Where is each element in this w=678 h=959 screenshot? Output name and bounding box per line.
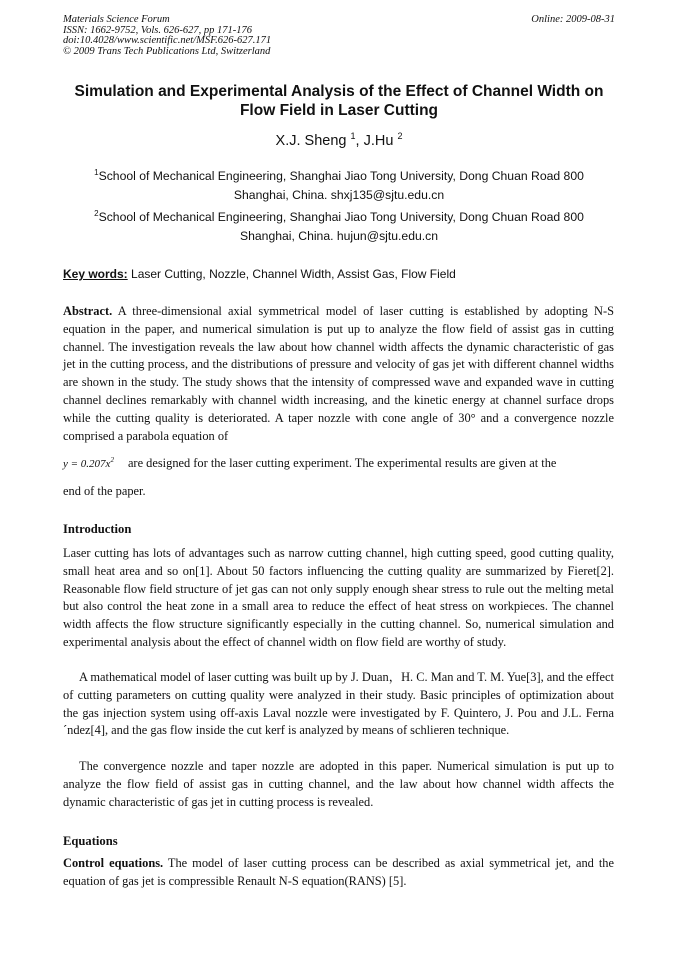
paper-title: Simulation and Experimental Analysis of the Effect of Channel Width on Flow Field in Laser Cutting	[74, 83, 604, 119]
introduction-heading: Introduction	[63, 522, 132, 536]
keywords-text: Laser Cutting, Nozzle, Channel Width, Assist Gas, Flow Field	[127, 267, 456, 281]
control-equations-text: The model of laser cutting process can be described as axial symmetrical jet, and the equation of gas jet is compressible Renault N-S equation(RANS) [5].	[63, 856, 614, 888]
parabola-equation-body: y = 0.207x	[63, 458, 111, 470]
doi-line: doi:10.4028/www.scientific.net/MSF.626-627.171	[63, 35, 272, 46]
introduction-paragraph-2: A mathematical model of laser cutting was built up by J. Duan，H. C. Man and T. M. Yue[3], and the effect of cutting parameters on cutting quality were analyzed in their study. Basic principles of optimization about the gas injection system using off-axis Laval nozzle were investigated by F. Quintero, J. Pou and J.L. Ferna´ndez[4], and the gas flow inside the cut kerf is analyzed by means of schlieren technique.	[63, 670, 614, 738]
introduction-paragraph-1: Laser cutting has lots of advantages such as narrow cutting channel, high cutting speed, good cutting quality, small heat area and so on[1]. About 50 factors influencing the cutting quality are summarized by Fieret[2]. Reasonable flow field structure of jet gas can not only supply enough shear stress to rule out the melting metal but also control the heat zone in a small area to reduce the effect of heat stress on workpieces. The channel width affects the flow structure significantly especially in the cutting channel. So, numerical simulation and experimental analysis about the effect of channel width on flow field are worthy of study.	[63, 546, 614, 649]
control-equations-paragraph	[63, 855, 614, 891]
abstract-label: Abstract.	[63, 304, 113, 318]
abstract-equation-line	[63, 455, 614, 474]
online-date: Online: 2009-08-31	[531, 14, 615, 25]
abstract-text: A three-dimensional axial symmetrical model of laser cutting is established by adopting N-S equation in the paper, and numerical simulation is put up to analyze the flow field of assist gas in cutting channel. The investigation reveals the law about how channel width affects the dynamic characteristic of gas jet in the cutting process, and the distributions of pressure and velocity of gas jet with different channel widths are shown in the study. The study shows that the intensity of compressed wave and expanded wave in cutting channel declines remarkably with channel width increasing, and the kinetic energy at channel surface drops while the cutting quality is deteriorated. A taper nozzle with cone angle of 30° and a convergence nozzle comprised a parabola equation of	[63, 304, 614, 443]
author-line	[58, 132, 620, 150]
issn-line: ISSN: 1662-9752, Vols. 626-627, pp 171-176	[63, 24, 252, 36]
abstract-after-equation: are designed for the laser cutting experiment. The experimental results are given at the	[127, 456, 557, 470]
author-2-affiliation-mark: 2	[397, 131, 403, 141]
author-1-affiliation-mark: 1	[350, 131, 356, 141]
journal-name: Materials Science Forum	[63, 14, 170, 25]
affiliation-1-line-2: Shanghai, China. shxj135@sjtu.edu.cn	[233, 188, 445, 202]
affiliation-2	[63, 208, 615, 246]
parabola-equation	[63, 456, 114, 474]
keywords	[63, 266, 615, 282]
equations-heading: Equations	[63, 834, 118, 848]
affiliation-1	[63, 167, 615, 205]
affiliation-2-institution: School of Mechanical Engineering, Shanghai Jiao Tong University, Dong Chuan Road 800	[98, 210, 584, 224]
affiliation-2-line-2: Shanghai, China. hujun@sjtu.edu.cn	[239, 229, 439, 243]
affiliation-2-mark: 2	[94, 209, 99, 218]
affiliation-1-line-1	[63, 167, 615, 186]
parabola-equation-exponent: 2	[110, 456, 114, 464]
abstract-end: end of the paper.	[63, 484, 146, 498]
author-separator: ,	[355, 133, 364, 149]
author-1: X.J. Sheng	[275, 133, 347, 149]
affiliation-1-institution: School of Mechanical Engineering, Shanghai Jiao Tong University, Dong Chuan Road 800	[98, 169, 584, 183]
control-equations-label: Control equations.	[63, 856, 164, 870]
affiliation-1-mark: 1	[94, 168, 99, 177]
abstract-paragraph	[63, 303, 614, 445]
introduction-paragraph-3: The convergence nozzle and taper nozzle are adopted in this paper. Numerical simulation is put up to analyze the flow field of assist gas in cutting channel, and the law about how channel width affects the dynamic characteristic of gas jet in cutting process is revealed.	[63, 759, 614, 809]
journal-header	[63, 15, 271, 57]
affiliation-2-line-1	[63, 208, 615, 227]
copyright-line: © 2009 Trans Tech Publications Ltd, Switzerland	[63, 45, 271, 57]
keywords-label: Key words:	[63, 267, 128, 281]
author-2: J.Hu	[363, 133, 394, 149]
